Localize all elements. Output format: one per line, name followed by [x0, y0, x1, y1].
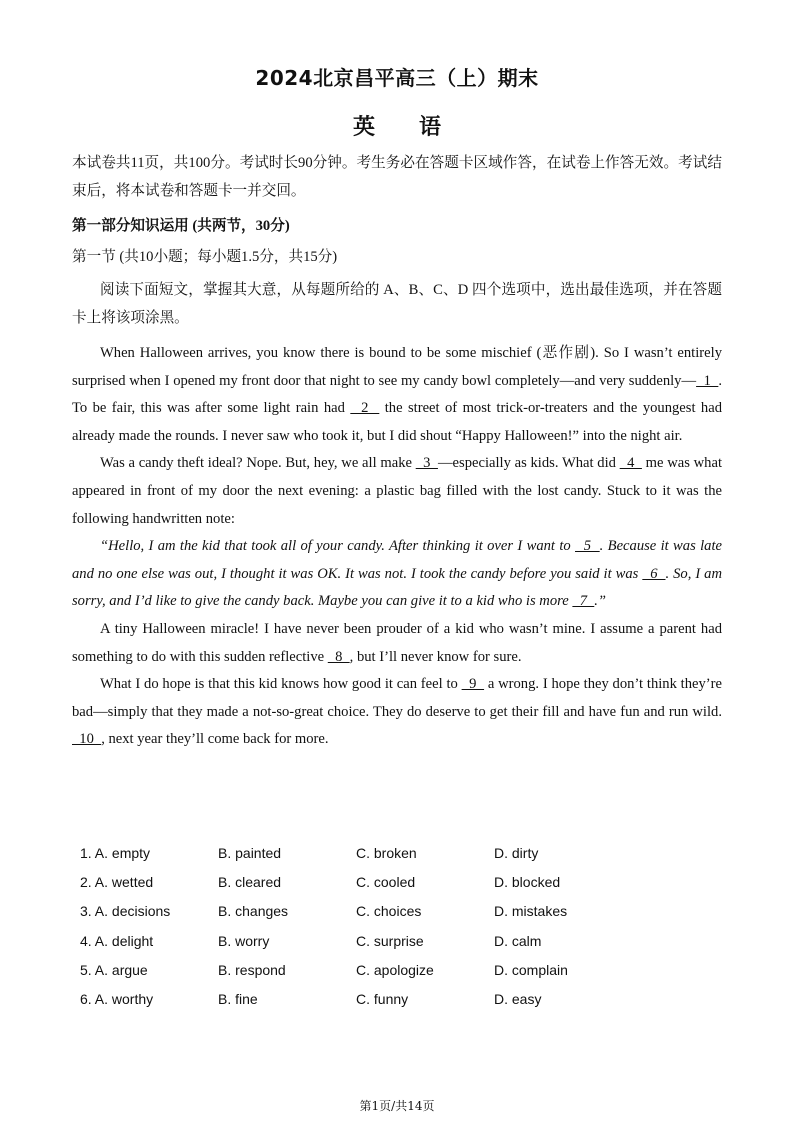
passage-text: “Hello, I am the kid that took all of your candy. After thinking it over I want to [100, 538, 576, 555]
option-d: D. blocked [494, 874, 561, 891]
option-a: 6. A. worthy [80, 990, 154, 1007]
passage-text: Was a candy theft ideal? Nope. But, hey, we all make [100, 455, 416, 472]
option-c: C. cooled [356, 874, 416, 891]
passage-text: . Because it was late and no one else was out, I thought it was OK. It was not. I took the candy before you said it was [72, 538, 722, 582]
option-c: C. funny [356, 990, 409, 1007]
passage-paragraph-3-note [72, 533, 722, 616]
option-c: C. surprise [356, 932, 424, 949]
blank-5: 5 [575, 538, 600, 555]
option-b: B. changes [218, 903, 289, 920]
exam-instructions: 本试卷共11页，共100分。考试时长90分钟。考生务必在答题卡区域作答，在试卷上作答无效。考试结束后，将本试卷和答题卡一并交回。 [72, 155, 722, 199]
passage-paragraph-2 [72, 450, 722, 533]
blank-3: 3 [415, 455, 438, 472]
passage-paragraph-5 [72, 671, 722, 754]
passage-text: the street of most trick-or-treaters and the youngest had already made the rounds. I never saw who took it, but I did shout “Happy Halloween!” into the night air. [72, 400, 722, 444]
option-row [80, 868, 640, 897]
option-b: B. worry [218, 932, 270, 949]
passage-text: . To be fair, this was after some light rain had [72, 372, 723, 417]
option-d: D. dirty [494, 845, 539, 861]
exam-title: 2024北京昌平高三（上）期末 [255, 66, 539, 90]
passage-text: —especially as kids. What did [437, 455, 620, 472]
blank-4: 4 [619, 455, 642, 472]
option-b: B. cleared [218, 874, 282, 891]
option-b: B. fine [218, 990, 258, 1007]
passage-text: A tiny Halloween miracle! I have never been prouder of a kid who wasn’t mine. I assume a parent had something to do with this sudden reflective [72, 620, 722, 665]
passage-text: . So, I am sorry, and I’d like to give the candy back. Maybe you can give it to a kid who is more [72, 565, 722, 610]
section-directions [72, 277, 722, 332]
blank-1: 1 [696, 372, 719, 389]
option-a: 4. A. delight [80, 932, 154, 949]
option-row [80, 839, 640, 868]
subject-title: 英语 [352, 115, 485, 140]
option-d: D. complain [494, 961, 568, 978]
option-row [80, 985, 640, 1014]
option-a: 5. A. argue [80, 961, 148, 978]
passage-text: a wrong. I hope they don’t think they’re bad—simply that they made a not-so-great choice. They do deserve to get their fill and have fun and run wild. [72, 676, 722, 720]
passage-paragraph-4 [72, 616, 722, 671]
option-c: C. apologize [356, 961, 434, 978]
passage-text: , but I’ll never know for sure. [349, 648, 522, 665]
directions-text: 阅读下面短文，掌握其大意，从每题所给的 A、B、C、D 四个选项中，选出最佳选项，并在答题卡上将该项涂黑。 [72, 282, 722, 326]
option-c: C. broken [356, 845, 417, 861]
blank-8: 8 [327, 648, 350, 665]
passage-paragraph-1 [72, 340, 722, 450]
blank-9: 9 [461, 676, 485, 693]
option-row [80, 897, 640, 926]
option-c: C. choices [356, 903, 422, 920]
passage-text: When Halloween arrives, you know there is bound to be some mischief (恶作剧). So I wasn’t entirely surprised when I opened my front door that night to see my candy bowl completely—and very suddenly— [72, 345, 722, 389]
passage-text: me was what appeared in front of my door the next evening: a plastic bag filled with the lost candy. Stuck to it was the following handwritten note: [72, 455, 722, 527]
option-a: 1. A. empty [80, 845, 151, 861]
option-d: D. mistakes [494, 903, 568, 920]
option-b: B. respond [218, 961, 286, 978]
option-row [80, 927, 640, 956]
blank-6: 6 [642, 565, 666, 582]
option-row [80, 956, 640, 985]
section-heading: 第一节 (共10小题；每小题1.5分，共15分) [72, 249, 338, 265]
passage-text: What I do hope is that this kid knows how good it can feel to [100, 676, 462, 693]
option-a: 2. A. wetted [80, 874, 154, 891]
blank-7: 7 [572, 593, 595, 610]
part-heading: 第一部分知识运用 (共两节，30分) [72, 218, 290, 234]
option-b: B. painted [218, 845, 282, 861]
blank-2: 2 [350, 400, 380, 417]
passage-text: .” [594, 593, 607, 610]
blank-10: 10 [72, 731, 102, 748]
option-d: D. calm [494, 932, 542, 949]
answer-options [80, 839, 640, 1014]
passage-text: , next year they’ll come back for more. [101, 731, 329, 748]
option-d: D. easy [494, 990, 542, 1007]
option-a: 3. A. decisions [80, 903, 171, 920]
cloze-passage [72, 340, 722, 754]
page-number: 第1页/共14页 [359, 1099, 435, 1113]
